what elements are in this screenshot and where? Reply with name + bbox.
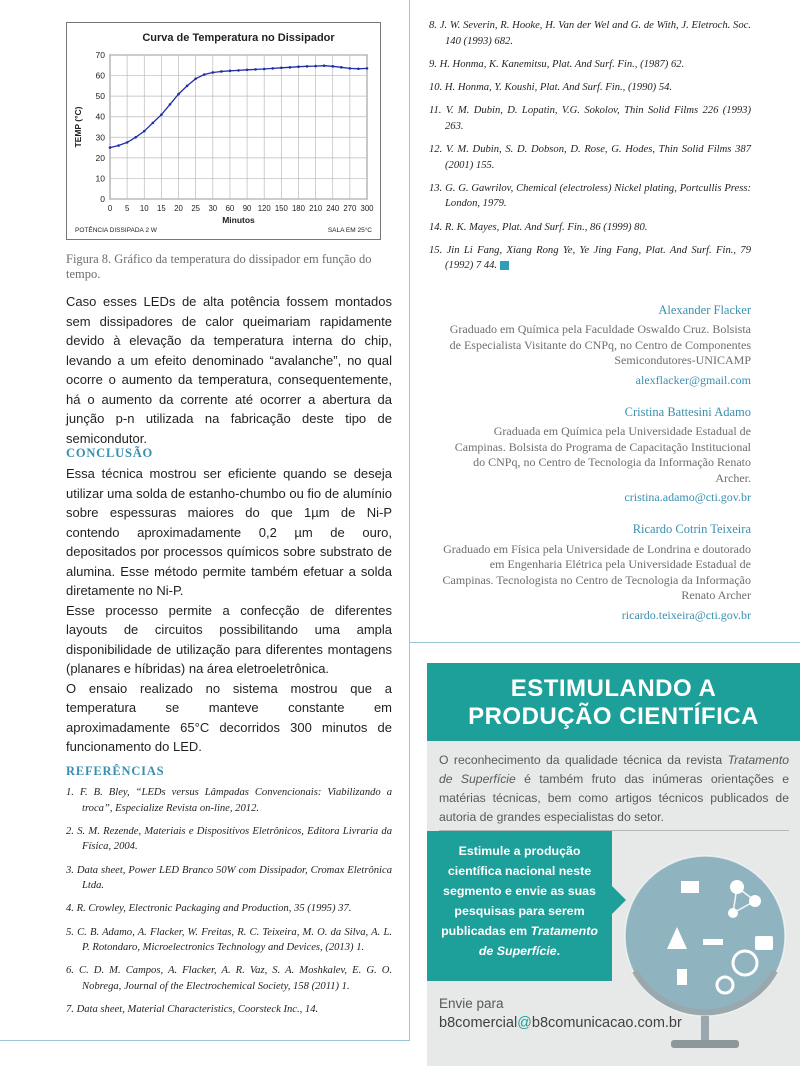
x-tick-label: 0 <box>107 204 113 213</box>
temperature-point <box>212 71 215 74</box>
reference-list-left <box>66 785 392 1025</box>
references-heading: REFERÊNCIAS <box>66 764 165 778</box>
temperature-point <box>254 68 257 71</box>
author-name: Ricardo Cotrin Teixeira <box>632 522 751 537</box>
reference-text: 15. Jin Li Fang, Xiang Rong Ye, Ye Jing Fang, Plat. And Surf. Fin., 79 (1992) 7 44. <box>429 244 751 272</box>
chart-svg <box>67 23 380 239</box>
callout-journal: Tratamento de Superfície <box>478 924 598 958</box>
author-block <box>440 405 751 505</box>
bottom-divider <box>0 1040 410 1041</box>
reference-item: 5. C. B. Adamo, A. Flacker, W. Freitas, R. C. Teixeira, M. O. da Silva, A. L. P. Rotondaro, Microelectronics Technology and Devices, (2013) 1. <box>66 926 392 954</box>
figure-caption: Figura 8. Gráfico da temperatura do dissipador em função do tempo. <box>66 252 372 281</box>
x-tick-label: 240 <box>326 204 340 213</box>
x-tick-label: 120 <box>257 204 271 213</box>
temperature-point <box>177 93 180 96</box>
reference-item: 9. H. Honma, K. Kanemitsu, Plat. And Surf. Fin., (1987) 62. <box>429 58 685 70</box>
reference-item: 4. R. Crowley, Electronic Packaging and Production, 35 (1995) 37. <box>66 903 352 915</box>
temperature-point <box>220 70 223 73</box>
conclusion-paragraph-3: O ensaio realizado no sistema mostrou que a temperatura se manteve constante em aproximadamente 65°C decorridos 300 minutos de funcionamento do LED. <box>66 680 392 754</box>
reference-item: 10. H. Honma, Y. Koushi, Plat. And Surf. Fin., (1990) 54. <box>429 81 673 93</box>
reference-item: 14. R. K. Mayes, Plat. And Surf. Fin., 86 (1999) 80. <box>429 221 648 233</box>
y-tick-label: 50 <box>95 91 105 102</box>
temperature-point <box>169 103 172 106</box>
y-tick-label: 20 <box>95 152 105 163</box>
email-domain: b8comunicacao.com.br <box>531 1015 682 1031</box>
callout-pre: Estimule a produção científica nacional neste segmento e envie as suas pesquisas para serem publicadas em <box>441 844 596 938</box>
y-tick-label: 40 <box>95 111 105 122</box>
promo-body <box>439 751 789 827</box>
promo-panel <box>427 663 800 1066</box>
author-email[interactable]: ricardo.teixeira@cti.gov.br <box>621 607 751 622</box>
promo-title-line-1: ESTIMULANDO A <box>510 675 717 702</box>
promo-title-line-2: PRODUÇÃO CIENTÍFICA <box>468 703 759 730</box>
end-mark-icon <box>500 261 509 270</box>
chart-footer-left: POTÊNCIA DISSIPADA 2 W <box>75 227 157 234</box>
temperature-point <box>349 67 352 70</box>
temperature-point <box>306 65 309 68</box>
x-tick-label: 90 <box>242 204 252 213</box>
y-tick-label: 10 <box>95 173 105 184</box>
temperature-point <box>289 66 292 69</box>
temperature-point <box>357 67 360 70</box>
reference-item: 2. S. M. Rezende, Materiais e Dispositivos Eletrônicos, Editora Livraria da Física, 2004. <box>66 825 392 853</box>
temperature-point <box>263 68 266 71</box>
temperature-point <box>203 73 206 76</box>
callout-post: . <box>556 944 561 958</box>
reference-item: 13. G. G. Gawrilov, Chemical (electroless) Nickel plating, Portcullis Press: London, 1979. <box>429 182 751 210</box>
author-description: Graduado em Química pela Faculdade Oswaldo Cruz. Bolsista de Especialista Visitante do CNPq, no Centro de Componentes Semicondutores-UNICAMP <box>449 322 751 368</box>
reference-item: 11. V. M. Dubin, D. Lopatin, V.G. Sokolov, Thin Solid Films 226 (1993) 263. <box>429 105 751 132</box>
temperature-point <box>194 77 197 80</box>
x-tick-label: 180 <box>291 204 305 213</box>
author-email[interactable]: cristina.adamo@cti.gov.br <box>624 490 751 505</box>
temperature-point <box>229 70 232 73</box>
temperature-point <box>152 122 155 125</box>
temperature-point <box>280 66 283 69</box>
intro-paragraph <box>66 292 392 448</box>
reference-item: 3. Data sheet, Power LED Branco 50W com Dissipador, Cromax Eletrônica Ltda. <box>66 864 392 892</box>
y-tick-label: 70 <box>95 50 105 60</box>
reference-item: 6. C. D. M. Campos, A. Flacker, A. R. Vaz, S. A. Moshkalev, E. G. O. Nobrega, Journal of the Electrochemical Society, 158 (2011) 1. <box>66 965 392 992</box>
ad-divider-line <box>409 642 800 643</box>
intro-text: Caso esses LEDs de alta potência fossem montados sem dissipadores de calor queimariam rapidamente devido à elevação da temperatura interna do chip, levando a um efeito denominado “avalanche”, no qual ocorre o aumento da temperatura, consequentemente, há o aumento da corrente até ocorrer a abertura da junção p-n utilizada na fabricação deste tipo de semicondutor. <box>66 294 392 446</box>
x-tick-label: 5 <box>124 204 130 213</box>
y-tick-label: 60 <box>95 70 105 81</box>
author-email[interactable]: alexflacker@gmail.com <box>635 372 751 387</box>
temperature-point <box>314 65 317 68</box>
author-name: Alexander Flacker <box>658 303 751 317</box>
send-label: Envie para <box>439 996 504 1011</box>
conclusion-section <box>66 464 392 757</box>
chart-title: Curva de Temperatura no Dissipador <box>142 32 335 44</box>
promo-body-post: é também fruto das inúmeras orientações e matérias técnicas, bem como artigos técnicos publicados de autoria de grandes especialistas do setor. <box>439 772 789 824</box>
x-tick-label: 300 <box>360 204 374 213</box>
chart-footer-right: SALA EM 25°C <box>327 227 372 234</box>
email-at: @ <box>517 1015 532 1031</box>
conclusion-paragraph-1: Essa técnica mostrou ser eficiente quando se deseja utilizar uma solda de estanho-chumbo ou fio de alumínio sobre espessuras maiores do que 1µm de Ni-P contendo aproximadamente 0,2 µm de ouro, depositados por processos químicos sobre substrato de alumina. Esse método permite também efetuar a solda diretamente no Ni-P. <box>66 466 392 598</box>
x-tick-label: 30 <box>208 204 218 213</box>
temperature-point <box>109 146 112 149</box>
temperature-chart <box>66 22 381 240</box>
temperature-point <box>246 69 249 72</box>
conclusion-heading: CONCLUSÃO <box>66 446 154 460</box>
y-tick-label: 30 <box>95 132 105 143</box>
x-tick-label: 270 <box>343 204 357 213</box>
temperature-point <box>237 69 240 72</box>
reference-item <box>429 243 751 274</box>
temperature-point <box>271 67 274 70</box>
conclusion-paragraph-2: Esse processo permite a confecção de diferentes layouts de circuitos possibilitando uma ampla disponibilidade de utilização para diferentes montagens (planares e híbridas) na área eletroeletrônica. <box>66 602 392 676</box>
x-tick-label: 210 <box>309 204 323 213</box>
promo-title <box>427 663 800 741</box>
contact-email[interactable] <box>439 1013 682 1033</box>
temperature-point <box>160 113 163 116</box>
reference-item: 7. Data sheet, Material Characteristics, Coorsteck Inc., 14. <box>66 1004 319 1016</box>
y-tick-label: 0 <box>100 194 105 204</box>
x-tick-label: 10 <box>139 204 149 213</box>
author-name: Cristina Battesini Adamo <box>624 405 751 420</box>
author-block <box>440 303 751 388</box>
temperature-point <box>297 65 300 68</box>
callout-box <box>427 831 612 981</box>
temperature-point <box>126 141 129 144</box>
x-axis-label: Minutos <box>222 215 255 225</box>
author-description: Graduada em Química pela Universidade Estadual de Campinas. Bolsista do Programa de Capacitação Institucional do CNPq, no Centro de Tecnologia da Informação Renato Archer. <box>454 424 751 485</box>
reference-item: 12. V. M. Dubin, S. D. Dobson, D. Rose, G. Hodes, Thin Solid Films 387 (2001) 155. <box>429 143 751 171</box>
temperature-point <box>143 130 146 133</box>
temperature-point <box>134 136 137 139</box>
reference-item: 8. J. W. Severin, R. Hooke, H. Van der Wel and G. de With, J. Eletroch. Soc. 140 (1993) 682. <box>429 20 751 47</box>
promo-body-journal: Tratamento de Superfície <box>439 753 789 786</box>
x-tick-label: 15 <box>157 204 166 213</box>
author-list <box>440 303 751 640</box>
temperature-point <box>323 64 326 67</box>
y-axis-label: TEMP (°C) <box>73 106 83 148</box>
callout <box>427 831 627 971</box>
author-description: Graduado em Física pela Universidade de Londrina e doutorado em Engenharia Elétrica pela Universidade Estadual de Campinas. Tecnologista no Centro de Tecnologia da Informação Renato Archer <box>442 541 751 603</box>
column-divider <box>409 0 410 1040</box>
promo-body-pre: O reconhecimento da qualidade técnica da revista <box>439 753 728 767</box>
x-tick-label: 25 <box>191 204 201 213</box>
x-tick-label: 60 <box>225 204 235 213</box>
reference-list-right <box>429 18 751 281</box>
author-block <box>440 522 751 622</box>
temperature-point <box>366 67 369 70</box>
x-tick-label: 20 <box>174 204 183 213</box>
temperature-point <box>186 85 189 88</box>
temperature-point <box>331 65 334 68</box>
callout-pointer <box>612 886 626 914</box>
reference-item: 1. F. B. Bley, “LEDs versus Lâmpadas Convencionais: Viabilizando a troca”, Especialize Revista on-line, 2012. <box>66 787 392 814</box>
x-tick-label: 150 <box>274 204 288 213</box>
temperature-point <box>117 144 120 147</box>
email-user: b8comercial <box>439 1015 518 1031</box>
temperature-point <box>340 66 343 69</box>
